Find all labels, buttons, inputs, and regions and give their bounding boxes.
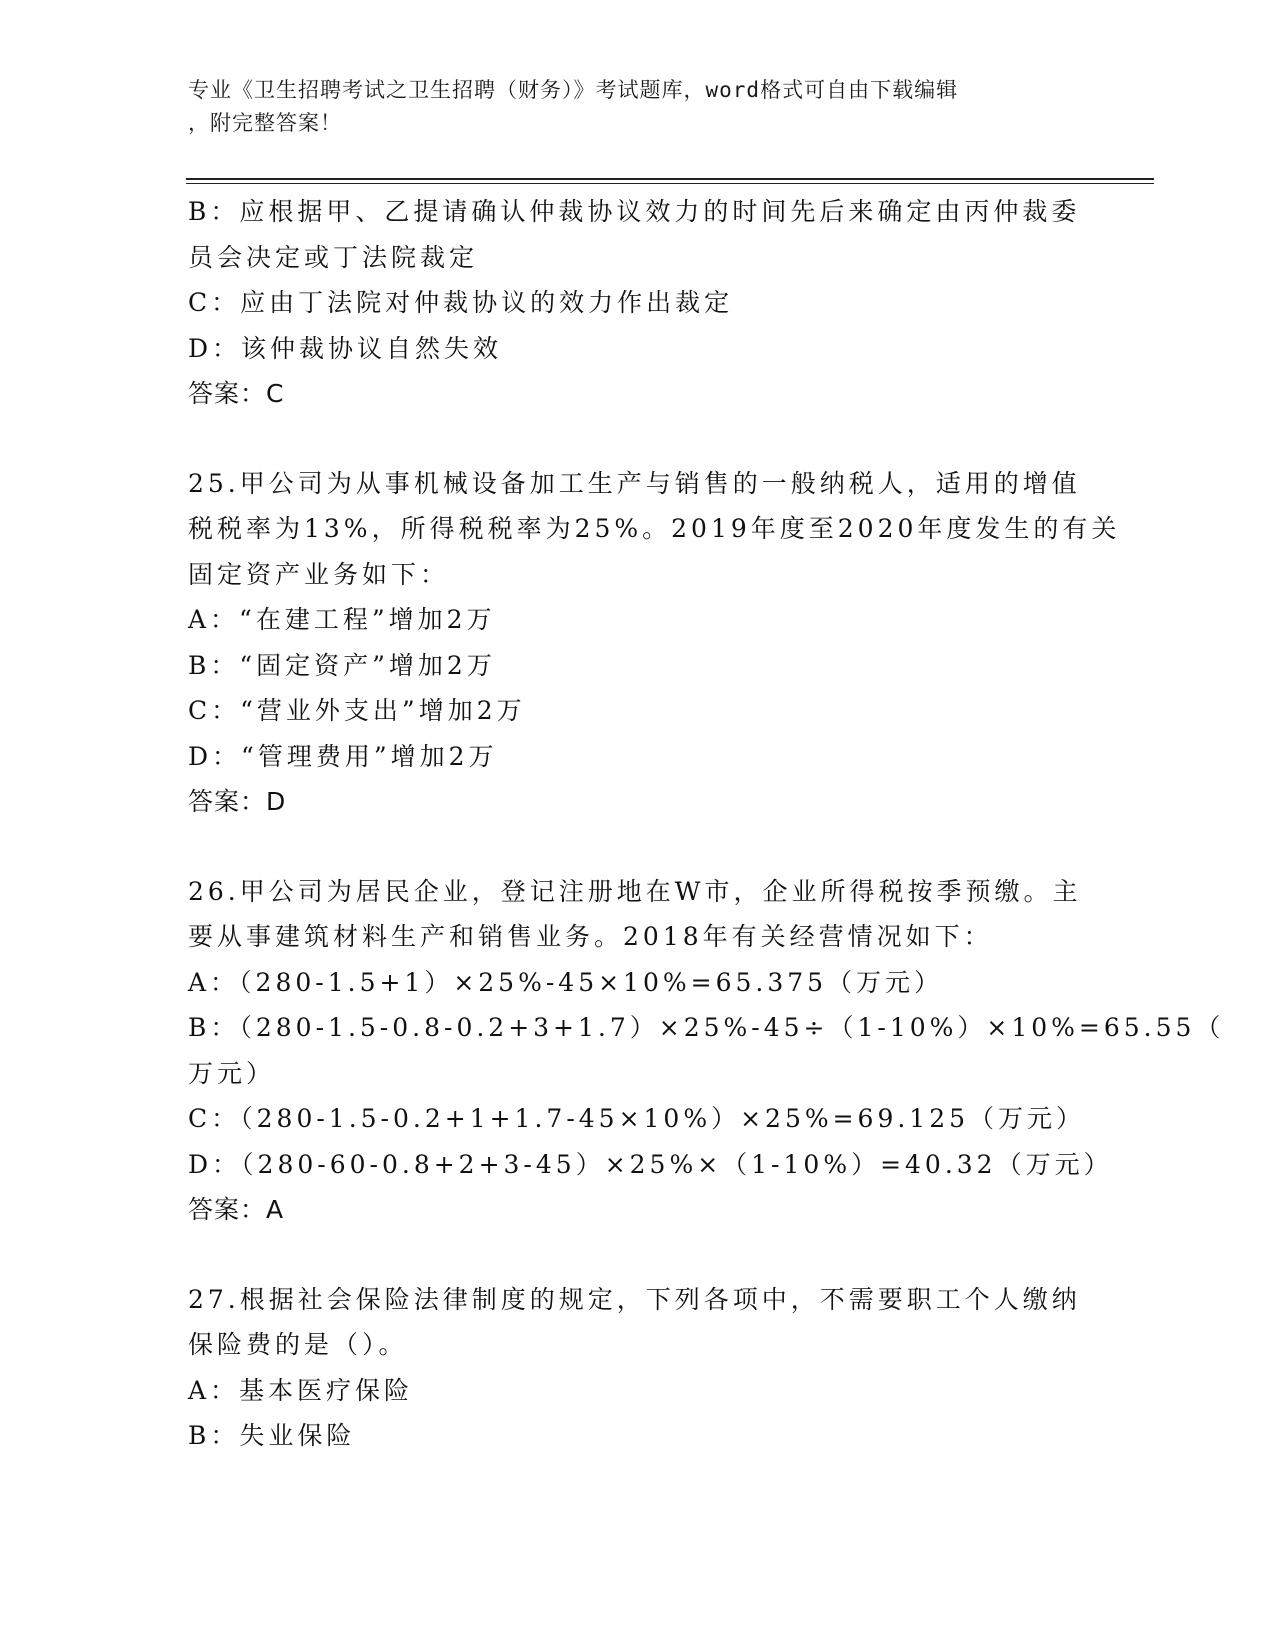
header-title-line-1: 专业《卫生招聘考试之卫生招聘（财务）》考试题库，word格式可自由下载编辑 (188, 78, 959, 102)
option-c: C：应由丁法院对仲裁协议的效力作出裁定 (188, 288, 734, 317)
option-b-line-1: B：（280-1.5-0.8-0.2+3+1.7）×25%-45÷（1-10%）×10%=65.55（ (188, 1013, 1225, 1042)
question-stem-line-1: 26.甲公司为居民企业，登记注册地在W市，企业所得税按季预缴。主 (188, 876, 1082, 906)
option-a: A：基本医疗保险 (188, 1375, 414, 1405)
question-25 (188, 461, 1121, 825)
header-title-line-2: ，附完整答案！ (188, 111, 342, 135)
option-a: A：“在建工程”增加2万 (188, 605, 496, 634)
option-c: C：“营业外支出”增加2万 (188, 696, 526, 725)
option-b-line-1: B：应根据甲、乙提请确认仲裁协议效力的时间先后来确定由丙仲裁委 (188, 197, 1081, 226)
option-b-line-2: 万元） (188, 1058, 276, 1088)
header-divider-thin (186, 183, 1154, 184)
question-stem-line-2: 要从事建筑材料生产和销售业务。2018年有关经营情况如下： (188, 922, 993, 951)
spacer (188, 417, 1088, 461)
spacer (188, 825, 1088, 869)
option-b: B：“固定资产”增加2万 (188, 650, 496, 680)
answer-line: 答案：A (188, 1195, 285, 1224)
answer-line: 答案：D (188, 787, 287, 816)
question-26 (188, 869, 1225, 1233)
option-a: A：（280-1.5+1）×25%-45×10%=65.375（万元） (188, 967, 944, 997)
option-d: D：“管理费用”增加2万 (188, 741, 498, 771)
page-header (188, 74, 1068, 140)
option-d: D：该仲裁协议自然失效 (188, 333, 503, 363)
question-24-tail (188, 189, 1088, 417)
spacer (188, 1233, 1088, 1277)
answer-line: 答案：C (188, 379, 285, 408)
option-b-line-2: 员会决定或丁法院裁定 (188, 242, 479, 272)
question-stem-line-2: 保险费的是（）。 (188, 1330, 408, 1359)
question-stem-line-1: 27.根据社会保险法律制度的规定，下列各项中，不需要职工个人缴纳 (188, 1284, 1081, 1314)
question-stem-line-2: 税税率为13%，所得税税率为25%。2019年度至2020年度发生的有关 (188, 514, 1121, 543)
question-stem-line-3: 固定资产业务如下： (188, 559, 450, 589)
question-27 (188, 1277, 1088, 1459)
option-b: B：失业保险 (188, 1421, 356, 1450)
option-c: C：（280-1.5-0.2+1+1.7-45×10%）×25%=69.125（万元） (188, 1104, 1086, 1133)
header-divider-thick (186, 178, 1154, 180)
question-stem-line-1: 25.甲公司为从事机械设备加工生产与销售的一般纳税人，适用的增值 (188, 468, 1081, 498)
option-d: D：（280-60-0.8+2+3-45）×25%×（1-10%）=40.32（万元） (188, 1149, 1113, 1179)
question-list (188, 189, 1225, 1459)
